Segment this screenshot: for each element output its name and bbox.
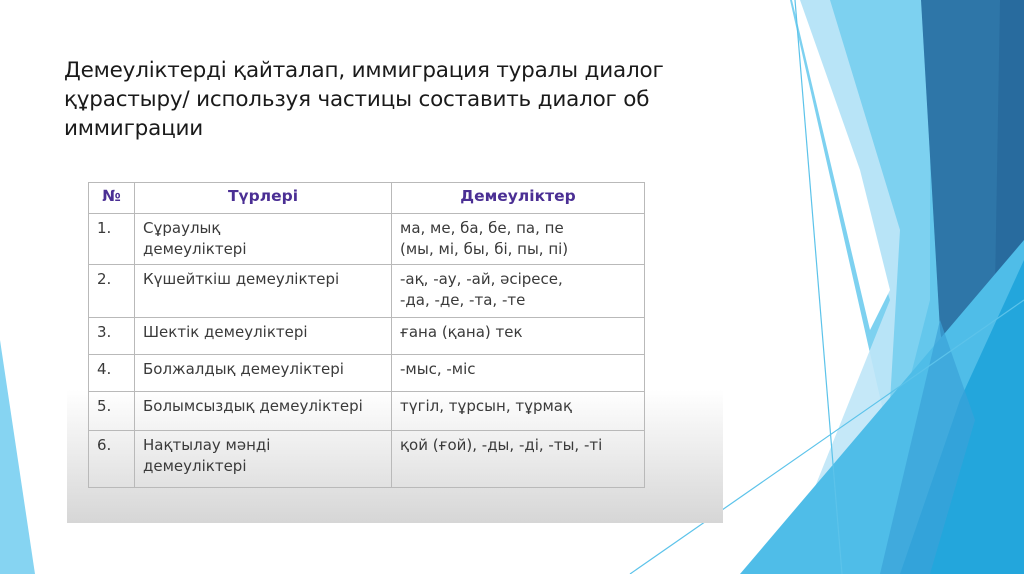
particles-table [88, 182, 645, 488]
row-particles [392, 355, 645, 392]
row-number: 4. [89, 355, 135, 392]
header-types: Түрлері [135, 183, 392, 214]
table-row [89, 214, 645, 265]
row-particles [392, 392, 645, 431]
particle-line: (мы, мі, бы, бі, пы, пі) [400, 240, 569, 258]
slide-title [64, 56, 744, 143]
row-particles [392, 431, 645, 488]
row-particles [392, 265, 645, 318]
table-row [89, 355, 645, 392]
table-row [89, 431, 645, 488]
table-row [89, 318, 645, 355]
row-number: 3. [89, 318, 135, 355]
row-number: 6. [89, 431, 135, 488]
particle-line: қой (ғой), -ды, -ді, -ты, -ті [400, 436, 603, 454]
title-line: Демеуліктерді қайталап, иммиграция туралы диалог [64, 58, 664, 83]
type-line: демеуліктері [143, 457, 247, 475]
row-type [135, 318, 392, 355]
particle-line: -ақ, -ау, -ай, әсіресе, [400, 270, 563, 288]
row-type [135, 355, 392, 392]
particle-line: түгіл, тұрсын, тұрмақ [400, 397, 573, 415]
particle-line: ғана (қана) тек [400, 323, 523, 341]
table-header-row [89, 183, 645, 214]
row-number: 2. [89, 265, 135, 318]
left-wedge-shape [0, 340, 35, 574]
type-line: Шектік демеуліктері [143, 323, 308, 341]
title-line: құрастыру/ используя частицы составить диалог об [64, 87, 650, 112]
type-line: Болжалдық демеуліктері [143, 360, 344, 378]
table-image [67, 172, 723, 523]
particle-line: -мыс, -міс [400, 360, 476, 378]
header-number: № [89, 183, 135, 214]
table-row [89, 392, 645, 431]
type-line: демеуліктері [143, 240, 247, 258]
row-type [135, 392, 392, 431]
table-row [89, 265, 645, 318]
header-particles: Демеуліктер [392, 183, 645, 214]
title-line: иммиграции [64, 116, 204, 141]
row-type [135, 265, 392, 318]
particle-line: -да, -де, -та, -те [400, 291, 526, 309]
type-line: Болымсыздық демеуліктері [143, 397, 363, 415]
type-line: Сұраулық [143, 219, 221, 237]
row-number: 5. [89, 392, 135, 431]
particle-line: ма, ме, ба, бе, па, пе [400, 219, 564, 237]
row-type [135, 431, 392, 488]
row-type [135, 214, 392, 265]
type-line: Нақтылау мәнді [143, 436, 271, 454]
type-line: Күшейткіш демеуліктері [143, 270, 340, 288]
row-particles [392, 214, 645, 265]
row-particles [392, 318, 645, 355]
row-number: 1. [89, 214, 135, 265]
